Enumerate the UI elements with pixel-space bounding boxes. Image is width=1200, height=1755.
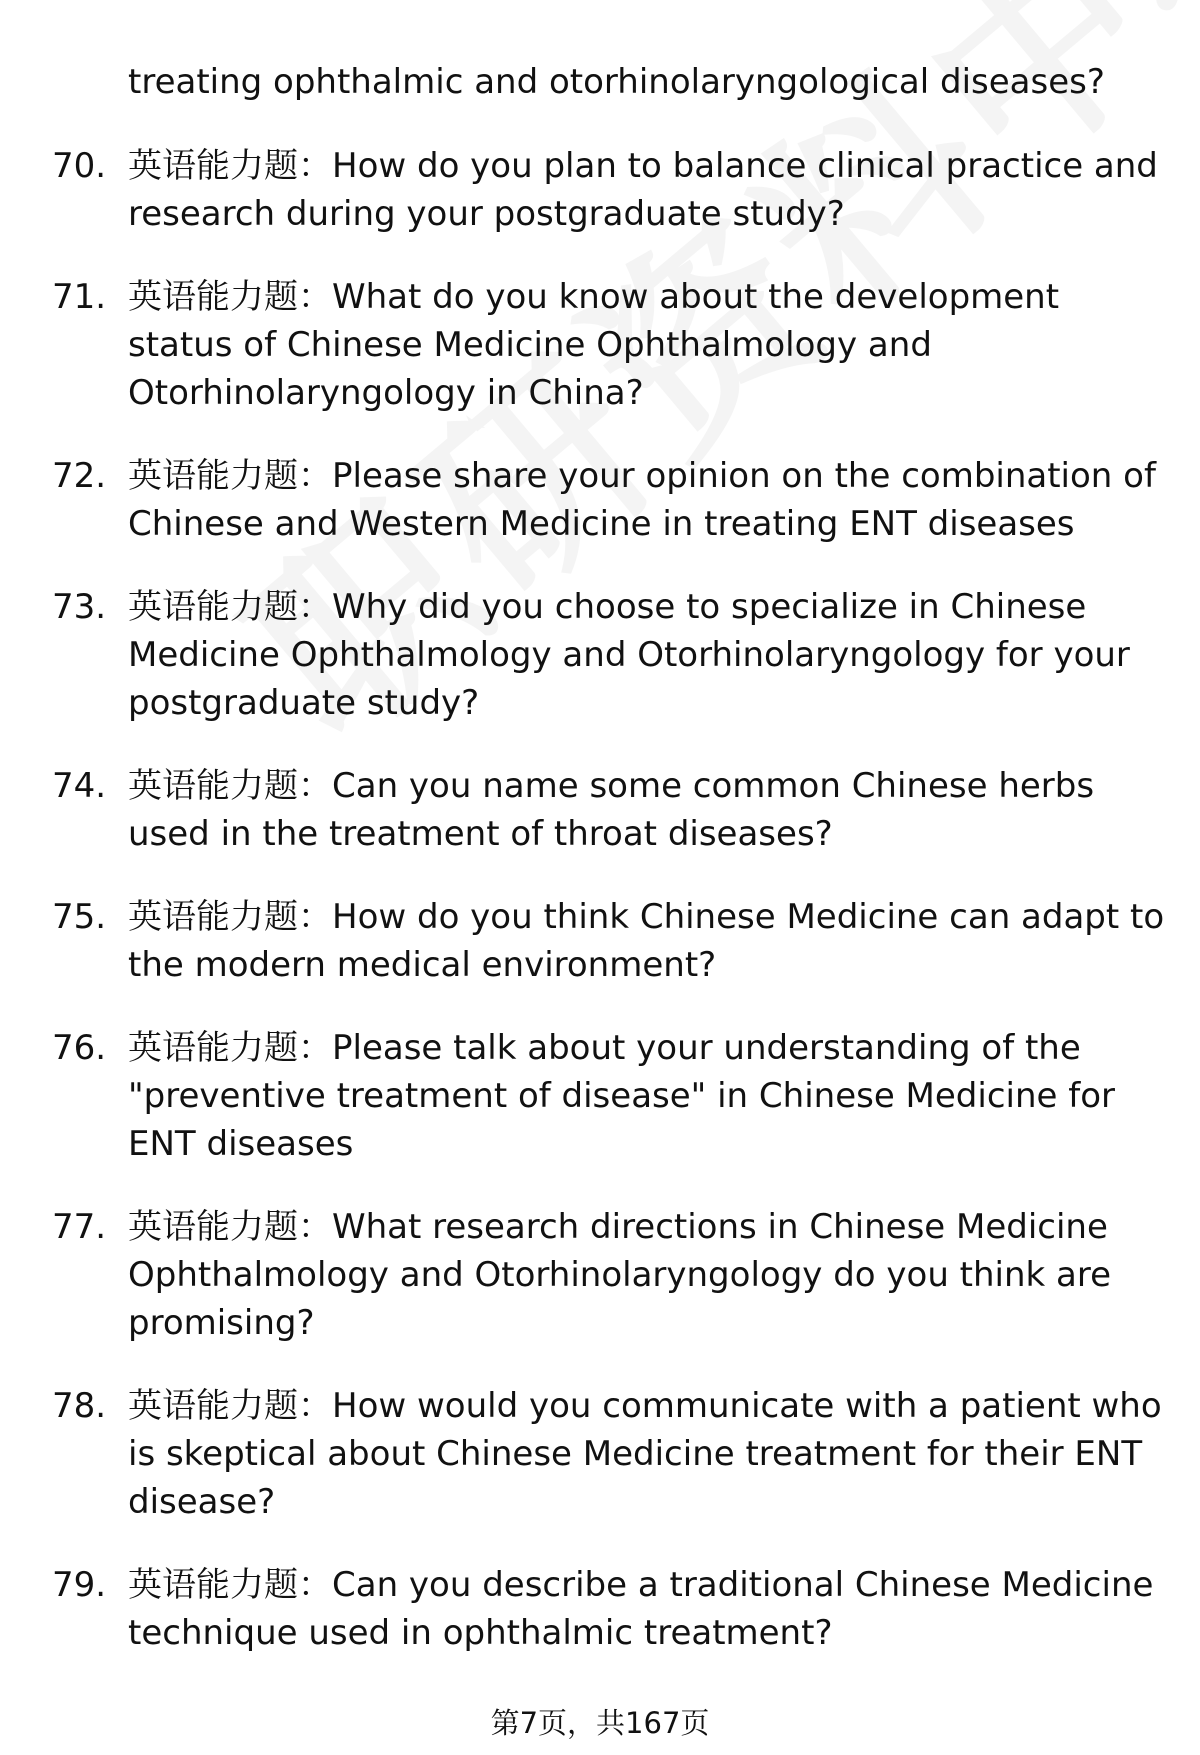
question-text: 英语能力题：How do you think Chinese Medicine can adapt to the modern medical environment? [128, 897, 1165, 985]
question-number: 70. [52, 146, 107, 186]
question-number: 75. [52, 897, 107, 937]
question-number: 78. [52, 1386, 107, 1426]
question-number: 72. [52, 456, 107, 496]
question-item [0, 273, 1200, 417]
question-item [0, 1382, 1200, 1526]
question-list [0, 142, 1200, 1692]
question-number: 79. [52, 1565, 107, 1605]
question-text: 英语能力题：Can you name some common Chinese herbs used in the treatment of throat diseases? [128, 766, 1095, 854]
question-text: 英语能力题：Please talk about your understanding of the "preventive treatment of disease" in Chinese Medicine for ENT diseases [128, 1028, 1115, 1164]
continuation-text: treating ophthalmic and otorhinolaryngological diseases? [128, 62, 1105, 102]
question-item [0, 142, 1200, 238]
question-text: 英语能力题：Can you describe a traditional Chinese Medicine technique used in ophthalmic treatment? [128, 1565, 1154, 1653]
question-text: 英语能力题：What research directions in Chinese Medicine Ophthalmology and Otorhinolaryngology do you think are promising? [128, 1207, 1112, 1343]
question-item [0, 1203, 1200, 1347]
question-item [0, 1024, 1200, 1168]
question-item [0, 893, 1200, 989]
question-text: 英语能力题：Why did you choose to specialize in Chinese Medicine Ophthalmology and Otorhinolaryngology for your postgraduate study? [128, 587, 1130, 723]
question-number: 71. [52, 277, 107, 317]
question-number: 77. [52, 1207, 107, 1247]
question-number: 74. [52, 766, 107, 806]
question-item [0, 583, 1200, 727]
question-item [0, 762, 1200, 858]
question-text: 英语能力题：How do you plan to balance clinical practice and research during your postgraduate study? [128, 146, 1158, 234]
question-text: 英语能力题：Please share your opinion on the combination of Chinese and Western Medicine in treating ENT diseases [128, 456, 1156, 544]
question-number: 76. [52, 1028, 107, 1068]
question-text: 英语能力题：What do you know about the development status of Chinese Medicine Ophthalmology and Otorhinolaryngology in China? [128, 277, 1060, 413]
question-item [0, 1561, 1200, 1657]
question-item [0, 452, 1200, 548]
question-text: 英语能力题：How would you communicate with a patient who is skeptical about Chinese Medicine treatment for their ENT disease? [128, 1386, 1162, 1522]
question-number: 73. [52, 587, 107, 627]
page-footer: 第7页，共167页 [490, 1706, 710, 1740]
